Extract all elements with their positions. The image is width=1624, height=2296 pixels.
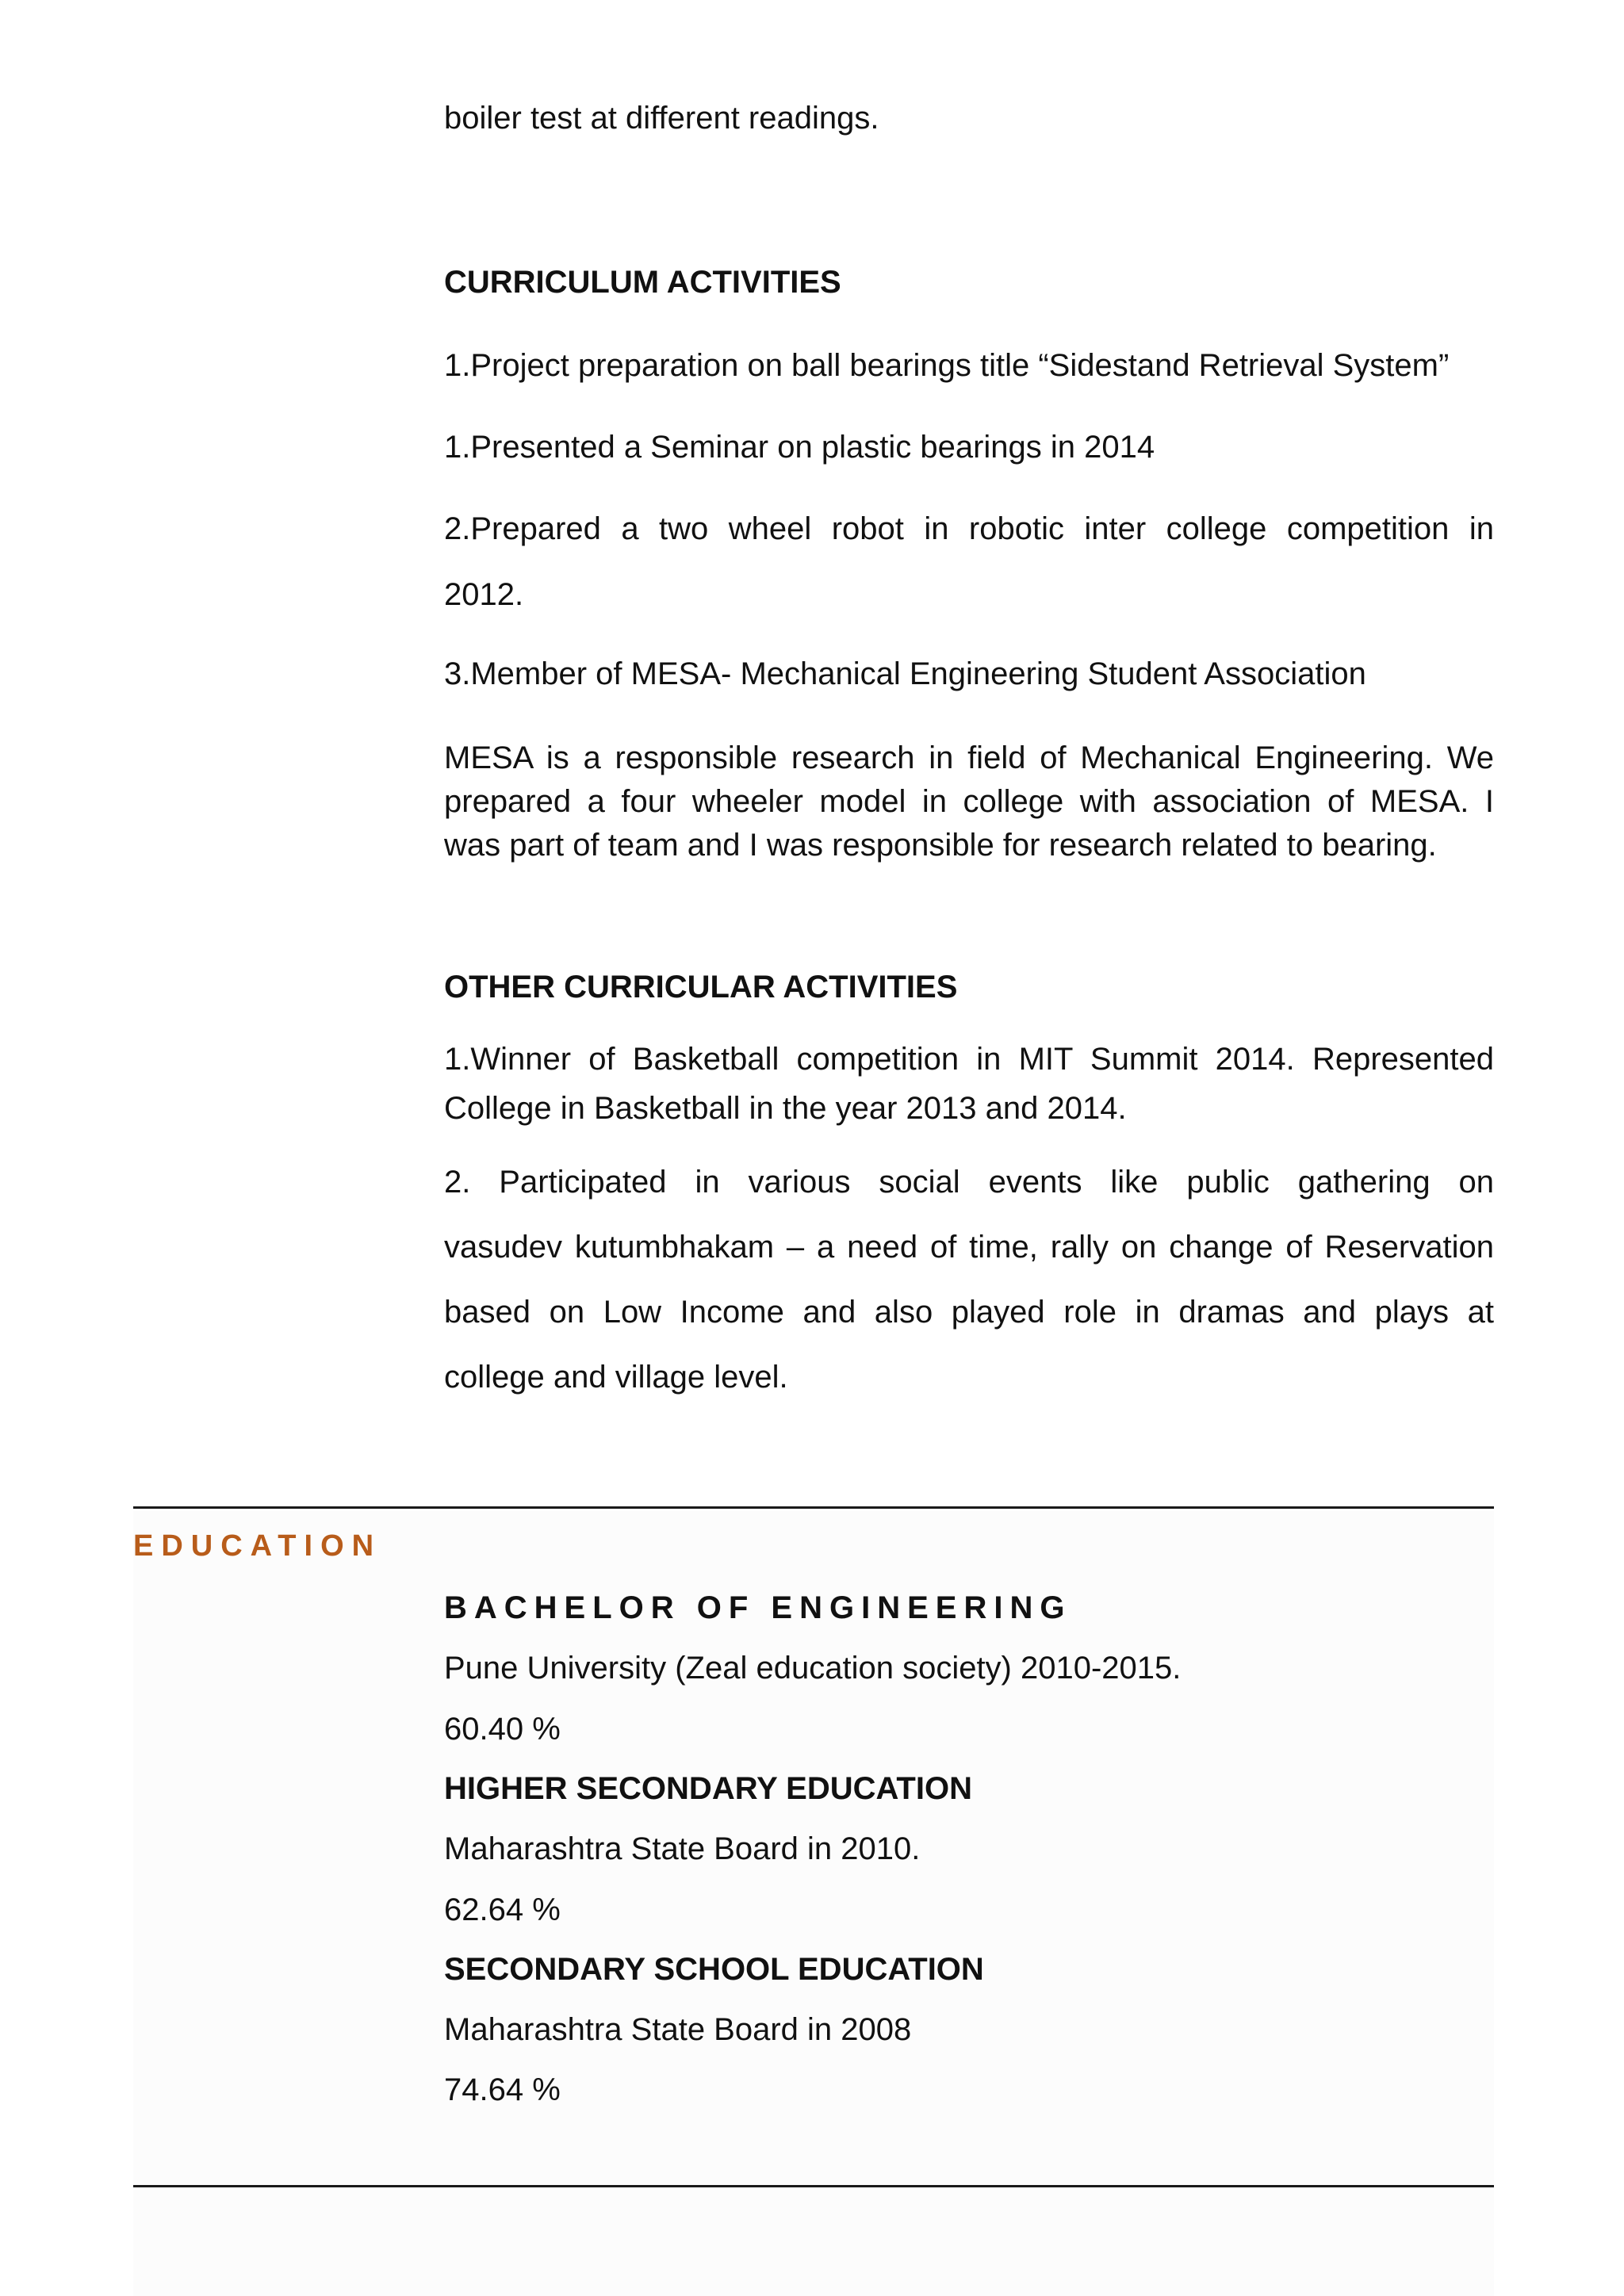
basketball-item-line: College in Basketball in the year 2013 and 2014. [444, 1091, 1127, 1126]
degree-score: 60.40 % [444, 1712, 561, 1747]
footer-section-background [133, 2190, 1494, 2296]
mesa-description-line: was part of team and I was responsible for research related to bearing. [444, 828, 1437, 863]
intro-line: boiler test at different readings. [444, 101, 879, 136]
degree-title: BACHELOR OF ENGINEERING [444, 1590, 1072, 1625]
social-events-line: based on Low Income and also played role in dramas and plays at [444, 1295, 1494, 1330]
degree-institution: Pune University (Zeal education society) 2010-2015. [444, 1651, 1182, 1686]
project-item: 1.Project preparation on ball bearings title “Sidestand Retrieval System” [444, 348, 1450, 383]
curriculum-heading: CURRICULUM ACTIVITIES [444, 265, 841, 300]
degree-score: 74.64 % [444, 2072, 561, 2107]
education-top-divider [133, 1506, 1494, 1509]
social-events-line: vasudev kutumbhakam – a need of time, rally on change of Reservation [444, 1230, 1494, 1265]
mesa-item: 3.Member of MESA- Mechanical Engineering Student Association [444, 656, 1366, 691]
degree-institution: Maharashtra State Board in 2008 [444, 2012, 912, 2047]
other-activities-heading: OTHER CURRICULAR ACTIVITIES [444, 970, 958, 1004]
social-events-item [444, 1150, 1494, 1410]
basketball-item [444, 1035, 1494, 1133]
mesa-description-line: MESA is a responsible research in field of Mechanical Engineering. We [444, 740, 1494, 775]
robot-item-line-1: 2.Prepared a two wheel robot in robotic inter college competition in [444, 511, 1494, 546]
mesa-description [444, 737, 1494, 867]
social-events-line: 2. Participated in various social events like public gathering on [444, 1165, 1494, 1200]
seminar-item: 1.Presented a Seminar on plastic bearings in 2014 [444, 430, 1155, 465]
robot-item-line-2: 2012. [444, 577, 524, 612]
mesa-description-line: prepared a four wheeler model in college with association of MESA. I [444, 784, 1494, 819]
education-section-label: EDUCATION [133, 1529, 382, 1563]
degree-title: SECONDARY SCHOOL EDUCATION [444, 1952, 984, 1987]
education-bottom-divider [133, 2185, 1494, 2187]
basketball-item-line: 1.Winner of Basketball competition in MIT Summit 2014. Represented [444, 1042, 1494, 1077]
social-events-line: college and village level. [444, 1360, 788, 1395]
degree-score: 62.64 % [444, 1892, 561, 1927]
degree-institution: Maharashtra State Board in 2010. [444, 1831, 921, 1866]
degree-title: HIGHER SECONDARY EDUCATION [444, 1771, 972, 1806]
